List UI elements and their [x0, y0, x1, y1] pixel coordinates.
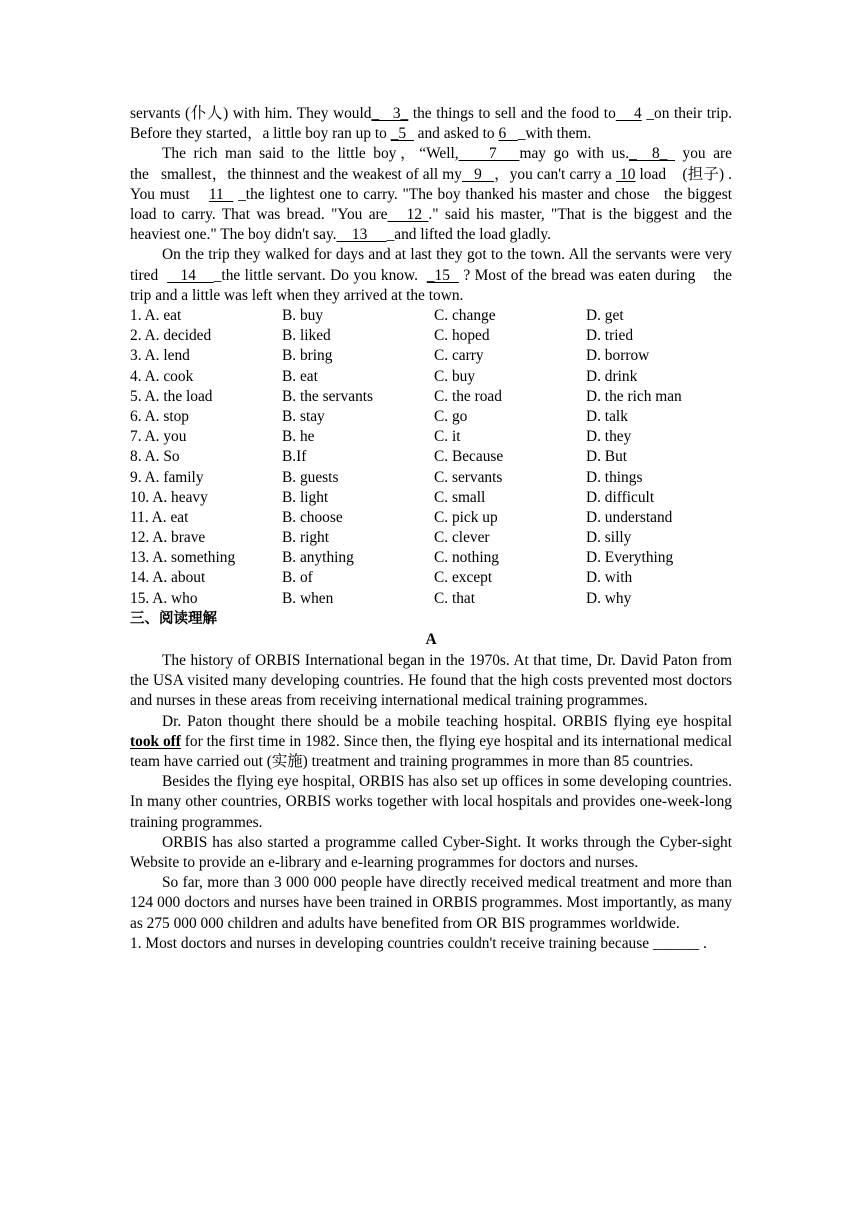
- option-choice: D. things: [586, 468, 643, 486]
- option-choice: 13. A. something: [130, 549, 236, 567]
- option-choice: C. go: [434, 407, 468, 425]
- option-row: [130, 488, 732, 508]
- option-row: [130, 589, 732, 609]
- section-title: 三、阅读理解: [130, 610, 217, 627]
- option-row: [130, 326, 732, 346]
- option-choice: C. carry: [434, 347, 484, 365]
- option-choice: D. borrow: [586, 347, 650, 365]
- option-choice: B. eat: [282, 367, 318, 385]
- option-choice: D. tried: [586, 327, 634, 345]
- option-choice: B. buy: [282, 307, 324, 325]
- reading-paragraph: ORBIS has also started a programme called Cyber-Sight. It works through the Cyber-sight Website to provide an e-library and e-learning programmes for doctors and nurses.: [130, 833, 732, 872]
- cloze-paragraph: On the trip they walked for days and at last they got to the town. All the servants were very tired 14 _the little servant. Do you know. _15 ? Most of the bread was eaten during the trip and a little was left when they arrived at the town.: [130, 246, 732, 304]
- option-choice: 4. A. cook: [130, 367, 194, 385]
- option-choice: D. drink: [586, 367, 638, 385]
- option-row: [130, 306, 732, 326]
- option-choice: D. get: [586, 307, 624, 325]
- option-choice: C. it: [434, 428, 461, 446]
- option-choice: C. the road: [434, 387, 502, 405]
- option-choice: D. the rich man: [586, 387, 682, 405]
- option-choice: C. small: [434, 488, 486, 506]
- option-choice: C. servants: [434, 468, 503, 486]
- option-choice: C. change: [434, 307, 496, 325]
- option-choice: C. buy: [434, 367, 476, 385]
- option-choice: C. clever: [434, 529, 490, 547]
- option-choice: 1. A. eat: [130, 307, 182, 325]
- option-choice: 7. A. you: [130, 428, 187, 446]
- option-choice: C. hoped: [434, 327, 490, 345]
- option-row: [130, 528, 732, 548]
- option-choice: B. liked: [282, 327, 331, 345]
- option-choice: D. difficult: [586, 488, 655, 506]
- option-choice: 5. A. the load: [130, 387, 213, 405]
- option-row: [130, 447, 732, 467]
- option-choice: 12. A. brave: [130, 529, 206, 547]
- option-choice: D. Everything: [586, 549, 674, 567]
- option-row: [130, 367, 732, 387]
- option-choice: C. that: [434, 589, 476, 607]
- option-choice: B. anything: [282, 549, 354, 567]
- option-choice: B. bring: [282, 347, 333, 365]
- option-choice: D. silly: [586, 529, 632, 547]
- option-choice: 8. A. So: [130, 448, 180, 466]
- option-choice: D. But: [586, 448, 628, 466]
- option-row: [130, 568, 732, 588]
- option-choice: B. when: [282, 589, 334, 607]
- reading-paragraph: The history of ORBIS International began in the 1970s. At that time, Dr. David Paton from the USA visited many developing countries. He found that the high costs prevented most doctors and nurses in these areas from receiving international medical training programmes.: [130, 652, 732, 710]
- option-choice: 14. A. about: [130, 569, 206, 587]
- option-choice: 9. A. family: [130, 468, 204, 486]
- option-choice: D. why: [586, 589, 632, 607]
- option-choice: B. of: [282, 569, 313, 587]
- reading-paragraph: Dr. Paton thought there should be a mobile teaching hospital. ORBIS flying eye hospital took off for the first time in 1982. Since then, the flying eye hospital and its international medical team have carried out (实施) treatment and training programmes in more than 85 countries.: [130, 712, 732, 771]
- option-choice: B.If: [282, 448, 307, 466]
- option-choice: D. they: [586, 428, 632, 446]
- option-choice: B. he: [282, 428, 315, 446]
- option-row: [130, 407, 732, 427]
- option-choice: 2. A. decided: [130, 327, 212, 345]
- option-choice: D. understand: [586, 508, 673, 526]
- option-choice: 3. A. lend: [130, 347, 190, 365]
- reading-paragraph: Besides the flying eye hospital, ORBIS has also set up offices in some developing countries. In many other countries, ORBIS works together with local hospitals and provides one-week-long training programmes.: [130, 773, 732, 831]
- option-choice: C. Because: [434, 448, 504, 466]
- cloze-paragraph: servants (仆人) with him. They would_ 3_ the things to sell and the food to 4 _on their trip. Before they started，a little boy ran up to _5 and asked to 6 _with them.: [130, 105, 732, 143]
- reading-passage: [130, 651, 732, 934]
- cloze-passage: [130, 104, 732, 306]
- option-choice: B. light: [282, 488, 329, 506]
- option-choice: B. the servants: [282, 387, 374, 405]
- document-page: [130, 104, 732, 954]
- option-row: [130, 548, 732, 568]
- option-choice: C. except: [434, 569, 493, 587]
- option-choice: B. right: [282, 529, 330, 547]
- option-choice: B. guests: [282, 468, 339, 486]
- option-choice: 6. A. stop: [130, 407, 190, 425]
- option-row: [130, 346, 732, 366]
- question-1: 1. Most doctors and nurses in developing countries couldn't receive training because ______ .: [130, 934, 707, 952]
- option-choice: D. talk: [586, 407, 628, 425]
- option-choice: B. stay: [282, 407, 325, 425]
- option-choice: D. with: [586, 569, 633, 587]
- reading-paragraph: So far, more than 3 000 000 people have directly received medical treatment and more than 124 000 doctors and nurses have been trained in ORBIS programmes. Most importantly, as many as 275 000 000 children and adults have benefited from OR BIS programmes worldwide.: [130, 874, 732, 932]
- option-choice: B. choose: [282, 508, 343, 526]
- option-choice: C. nothing: [434, 549, 499, 567]
- option-row: [130, 387, 732, 407]
- option-choice: C. pick up: [434, 508, 498, 526]
- option-choice: 15. A. who: [130, 589, 198, 607]
- passage-label: A: [425, 631, 437, 649]
- cloze-options: [130, 306, 732, 609]
- option-row: [130, 508, 732, 528]
- option-choice: 10. A. heavy: [130, 488, 208, 506]
- option-choice: 11. A. eat: [130, 508, 189, 526]
- cloze-paragraph: The rich man said to the little boy，“Well, 7 may go with us._ 8_ you are the smallest，the thinnest and the weakest of all my 9 ，you can't carry a 10 load (担子) . You must 11 _the lightest one to carry. "The boy thanked his master and chose the biggest load to carry. That was bread. "You are 12 ." said his master, "That is the biggest and the heaviest one." The boy didn't say. 13 _and lifted the load gladly.: [130, 145, 733, 244]
- option-row: [130, 427, 732, 447]
- option-row: [130, 468, 732, 488]
